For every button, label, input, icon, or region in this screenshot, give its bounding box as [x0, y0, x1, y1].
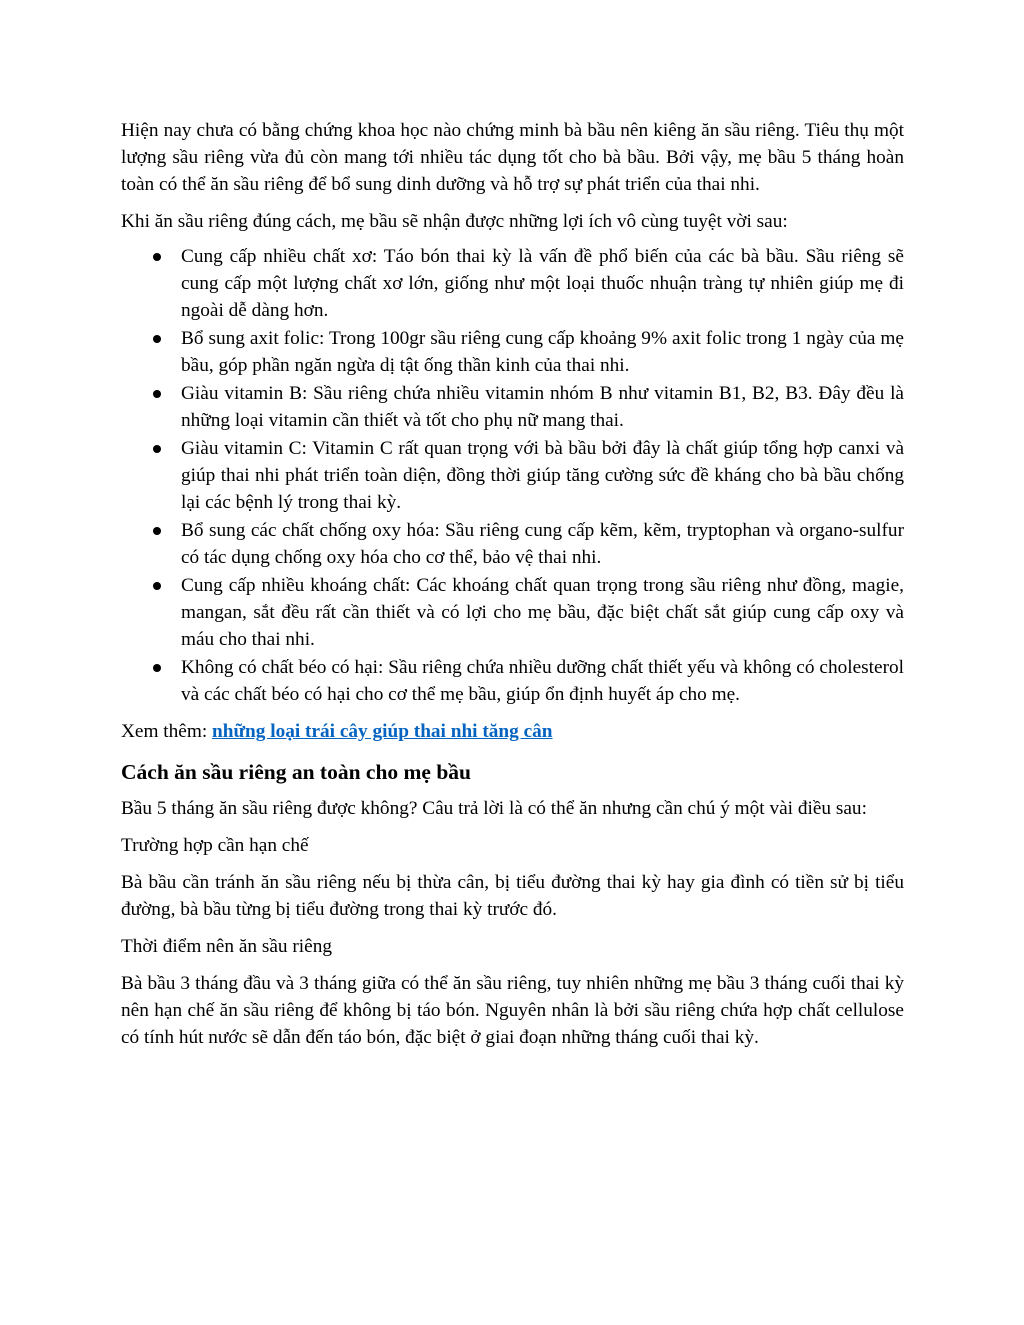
intro-paragraph: Hiện nay chưa có bằng chứng khoa học nào chứng minh bà bầu nên kiêng ăn sầu riêng. Tiêu thụ một lượng sầu riêng vừa đủ còn mang tới nhiều tác dụng tốt cho bà bầu. Bởi vậy, mẹ bầu 5 tháng hoàn toàn có thể ăn sầu riêng để bổ sung dinh dưỡng và hỗ trợ sự phát triển của thai nhi. — [121, 120, 904, 195]
question-paragraph: Bầu 5 tháng ăn sầu riêng được không? Câu trả lời là có thể ăn nhưng cần chú ý một vài điều sau: — [121, 798, 867, 819]
related-article-link[interactable]: những loại trái cây giúp thai nhi tăng cân — [212, 721, 553, 742]
section-heading: Cách ăn sầu riêng an toàn cho mẹ bầu — [121, 760, 472, 784]
see-more-line — [121, 718, 904, 745]
list-item-text: Giàu vitamin C: Vitamin C rất quan trọng với bà bầu bởi đây là chất giúp tổng hợp canxi và giúp thai nhi phát triển toàn diện, đồng thời giúp tăng cường sức đề kháng cho bà bầu chống lại các bệnh lý trong thai kỳ. — [181, 438, 904, 513]
case-subtitle: Trường hợp cần hạn chế — [121, 835, 309, 856]
document-page — [121, 117, 904, 1051]
list-item-text: Không có chất béo có hại: Sầu riêng chứa nhiều dưỡng chất thiết yếu và không có cholesterol và các chất béo có hại cho cơ thể mẹ bầu, giúp ổn định huyết áp cho mẹ. — [181, 657, 904, 705]
list-item — [121, 654, 904, 708]
bullet-icon — [153, 390, 161, 398]
benefits-lead-paragraph: Khi ăn sầu riêng đúng cách, mẹ bầu sẽ nhận được những lợi ích vô cùng tuyệt vời sau: — [121, 211, 788, 232]
list-item-text: Bổ sung các chất chống oxy hóa: Sầu riêng cung cấp kẽm, kẽm, tryptophan và organo-sulfur có tác dụng chống oxy hóa cho cơ thể, bảo vệ thai nhi. — [181, 520, 904, 568]
see-more-prefix: Xem thêm: — [121, 721, 213, 742]
bullet-icon — [153, 335, 161, 343]
list-item — [121, 517, 904, 571]
list-item — [121, 243, 904, 324]
list-item — [121, 380, 904, 434]
time-paragraph: Bà bầu 3 tháng đầu và 3 tháng giữa có thể ăn sầu riêng, tuy nhiên những mẹ bầu 3 tháng cuối thai kỳ nên hạn chế ăn sầu riêng để không bị táo bón. Nguyên nhân là bởi sầu riêng chứa hợp chất cellulose có tính hút nước sẽ dẫn đến táo bón, đặc biệt ở giai đoạn những tháng cuối thai kỳ. — [121, 973, 904, 1048]
list-item — [121, 572, 904, 653]
bullet-icon — [153, 582, 161, 590]
list-item — [121, 435, 904, 516]
list-item-text: Cung cấp nhiều khoáng chất: Các khoáng chất quan trọng trong sầu riêng như đồng, magie, mangan, sắt đều rất cần thiết và có lợi cho mẹ bầu, đặc biệt chất sắt giúp cung cấp oxy và máu cho thai nhi. — [181, 575, 904, 650]
list-item-text: Cung cấp nhiều chất xơ: Táo bón thai kỳ là vấn đề phổ biến của các bà bầu. Sầu riêng sẽ cung cấp một lượng chất xơ lớn, giống như một loại thuốc nhuận tràng tự nhiên giúp mẹ đi ngoài dễ dàng hơn. — [181, 246, 904, 321]
bullet-icon — [153, 527, 161, 535]
list-item — [121, 325, 904, 379]
list-item-text: Giàu vitamin B: Sầu riêng chứa nhiều vitamin nhóm B như vitamin B1, B2, B3. Đây đều là những loại vitamin cần thiết và tốt cho phụ nữ mang thai. — [181, 383, 904, 431]
time-subtitle: Thời điểm nên ăn sầu riêng — [121, 936, 332, 957]
list-item-text: Bổ sung axit folic: Trong 100gr sầu riêng cung cấp khoảng 9% axit folic trong 1 ngày của mẹ bầu, góp phần ngăn ngừa dị tật ống thần kinh của thai nhi. — [181, 328, 904, 376]
case-paragraph: Bà bầu cần tránh ăn sầu riêng nếu bị thừa cân, bị tiểu đường thai kỳ hay gia đình có tiền sử bị tiểu đường, bà bầu từng bị tiểu đường trong thai kỳ trước đó. — [121, 872, 904, 920]
bullet-icon — [153, 253, 161, 261]
bullet-icon — [153, 664, 161, 672]
bullet-icon — [153, 445, 161, 453]
benefits-list — [121, 243, 904, 708]
